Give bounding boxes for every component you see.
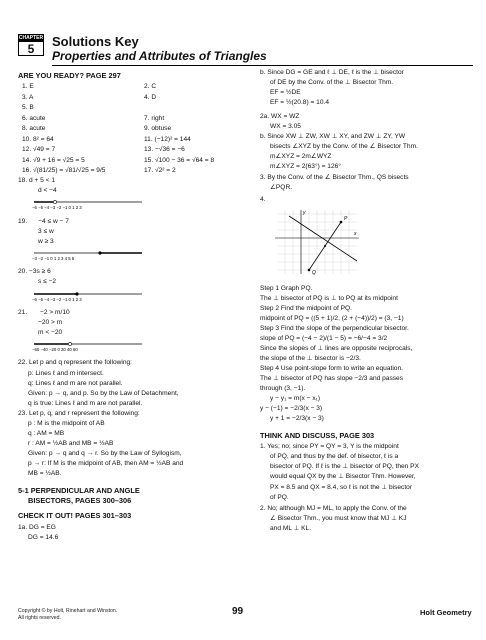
answer: 3. A <box>22 93 34 101</box>
b-line: EF = ½DE <box>270 89 301 97</box>
step-line: Step 1 Graph PQ. <box>260 285 313 293</box>
chapter-label: CHAPTER <box>18 35 44 41</box>
answer: 17. √2² = 2 <box>144 166 176 174</box>
step-line: The ⊥ bisector of PQ is ⊥ to PQ at its midpoint <box>260 295 398 303</box>
q23-line: p : M is the midpoint of AB <box>28 419 105 427</box>
answer: 13. −√36 = −6 <box>144 146 185 154</box>
ready-answers <box>22 83 246 175</box>
number-line-2 <box>32 249 144 261</box>
td1-line: bisector of PQ. If ℓ is the ⊥ bisector of PQ, then PX <box>270 463 419 471</box>
q23-line: r : AM = ½AB and MB = ½AB <box>28 439 114 447</box>
number-line-4 <box>32 340 144 352</box>
step-line: slope of PQ = (−4 − 2)/(1 − 5) = −6/−4 = 3/2 <box>260 335 388 343</box>
ready-heading: ARE YOU READY? PAGE 297 <box>18 71 121 80</box>
q2b-line: bisects ∠XYZ by the Conv. of the ∠ Bisector Thm. <box>270 142 418 150</box>
answer: 2. C <box>144 83 157 91</box>
step-line: midpoint of PQ = ((5 + 1)/2, (2 + (−4))/2) = (3, −1) <box>260 315 404 323</box>
coordinate-graph <box>272 208 362 276</box>
q19-line: 19. −4 ≤ w − 7 <box>18 217 69 225</box>
q18-line: 18. d + 5 < 1 <box>18 177 56 185</box>
step-line: the slope of the ⊥ bisector is −2/3. <box>260 355 361 363</box>
q2b-line: b. Since XW ⊥ ZW, XW ⊥ XY, and ZW ⊥ ZY, YW <box>260 132 406 140</box>
book-title: Holt Geometry <box>420 608 472 617</box>
answer: 9. obtuse <box>144 125 172 133</box>
b-line: of DE by the Conv. of the ⊥ Bisector Thm. <box>270 79 394 87</box>
td1-line: PX = 8.5 and QX = 8.4, so ℓ is not the ⊥ bisector <box>270 483 413 491</box>
header-rule <box>52 65 473 66</box>
page-number: 99 <box>232 606 244 617</box>
td1-line: would equal QX by the ⊥ Bisector Thm. However, <box>270 473 416 481</box>
answer: 1. E <box>22 83 34 91</box>
answer: 5. B <box>22 104 34 112</box>
answer: 8. acute <box>22 125 46 133</box>
answer: 4. D <box>144 93 157 101</box>
think-heading: THINK AND DISCUSS, PAGE 303 <box>260 430 375 440</box>
q3-line: ∠PQR. <box>270 184 293 192</box>
q21-line: −20 > m <box>38 318 63 326</box>
td1-line: of PQ, and thus by the def. of bisector, ℓ is a <box>270 453 399 461</box>
q22-line: q is true: Lines ℓ and m are not parallel. <box>28 399 143 407</box>
q2b-line: m∠XYZ = 2m∠WYZ <box>270 152 332 160</box>
b-line: b. Since DG = GE and ℓ ⊥ DE, ℓ is the ⊥ bisector <box>260 69 404 76</box>
q20-line: 20. −3s ≥ 6 <box>18 268 51 276</box>
q22-line: Given: p → q, and p. So by the Law of Detachment, <box>28 389 179 397</box>
step-line: y − (−1) = −2/3(x − 3) <box>260 405 323 413</box>
answer: 11. (−12)² = 144 <box>144 135 191 143</box>
q2a-line: 2a. WX = WZ <box>260 112 300 120</box>
td2-line: and ML ⊥ KL. <box>270 525 312 533</box>
q18-line: d < −4 <box>38 187 57 195</box>
q23-line: Given: p → q and q → r. So by the Law of Syllogism, <box>28 449 182 457</box>
td2-line: ∠ Bisector Thm., you must know that MJ ⊥ KJ <box>270 515 407 522</box>
right-column <box>260 69 475 535</box>
midpoint <box>324 245 326 247</box>
section-heading: 5-1 PERPENDICULAR AND ANGLE <box>18 486 140 496</box>
answer: 15. √100 − 36 = √64 = 8 <box>144 156 215 164</box>
q2b-line: m∠XYZ = 2(63°) = 126° <box>270 162 341 170</box>
number-line-3 <box>32 290 144 302</box>
step-line: Step 4 Use point-slope form to write an equation. <box>260 365 403 373</box>
x-axis-label: x <box>354 230 357 237</box>
page-subtitle: Properties and Attributes of Triangles <box>52 49 267 63</box>
page-title: Solutions Key <box>52 34 139 49</box>
step-line: The ⊥ bisector of PQ has slope −2/3 and passes <box>260 375 404 383</box>
q1a-line: 1a. DG = EG <box>18 523 56 531</box>
number-line-labels: −6 −5 −4 −3 −2 −1 0 1 2 3 <box>32 205 82 211</box>
q4-label: 4. <box>260 195 266 203</box>
q21-line: m < −20 <box>38 329 63 336</box>
section-heading: BISECTORS, PAGES 300–306 <box>28 495 132 505</box>
q23-line: p → r: If M is the midpoint of AB, then AM = ½AB and <box>28 459 184 467</box>
step-line: y + 1 = −2/3(x − 3) <box>270 415 324 423</box>
number-line-labels: −6 −5 −4 −3 −2 −1 0 1 2 3 <box>32 296 82 302</box>
page-header <box>18 34 473 66</box>
y-axis-label: y <box>303 209 306 216</box>
answer: 14. √9 + 16 = √25 = 5 <box>22 156 85 164</box>
q2a-line: WX = 3.05 <box>270 122 301 130</box>
answer: 10. 8² = 64 <box>22 135 54 143</box>
answer <box>144 104 250 112</box>
number-line-labels: −3 −2 −1 0 1 2 3 4 5 6 <box>32 256 75 261</box>
q23-line: q : AM = MB <box>28 429 65 437</box>
check-heading: CHECK IT OUT! PAGES 301–303 <box>18 511 132 521</box>
left-column <box>18 69 246 544</box>
point-q-label: Q <box>312 269 316 276</box>
point-p <box>340 220 343 223</box>
step-line: through (3, −1). <box>260 385 306 393</box>
answer: 12. √49 = 7 <box>22 146 56 154</box>
b-line: EF = ½(20.8) = 10.4 <box>270 99 330 107</box>
q19-line: w ≥ 3 <box>38 237 54 245</box>
q19-line: 3 ≤ w <box>38 227 54 235</box>
answer: 6. acute <box>22 114 46 122</box>
chapter-number: 5 <box>18 42 44 56</box>
step-line: Step 3 Find the slope of the perpendicular bisector. <box>260 325 409 333</box>
point-q <box>308 268 311 271</box>
q22-line: q: Lines ℓ and m are not parallel. <box>28 379 123 387</box>
number-line-1 <box>32 198 144 210</box>
point-p-label: P <box>344 215 348 222</box>
perpendicular-bisector <box>289 216 357 261</box>
copyright-line: All rights reserved. <box>18 614 61 621</box>
td1-line: of PQ. <box>270 493 289 501</box>
q22-line: 22. Let p and q represent the following: <box>18 359 133 367</box>
q23-line: MB = ½AB. <box>28 469 62 477</box>
q23-line: 23. Let p, q, and r represent the following: <box>18 409 140 417</box>
td2-line: 2. No; although MJ = ML, to apply the Conv. of the <box>260 504 407 512</box>
q21-line: 21. −2 > m/10 <box>18 308 70 316</box>
q3-line: 3. By the Conv. of the ∠ Bisector Thm., QS bisects <box>260 174 409 182</box>
answer: 16. √(81/25) = √81/√25 = 9/5 <box>22 166 106 174</box>
q20-line: s ≤ −2 <box>38 278 57 286</box>
step-line: Step 2 Find the midpoint of PQ. <box>260 305 352 313</box>
step-line: Since the slopes of ⊥ lines are opposite reciprocals, <box>260 345 413 353</box>
step-line: y − y₁ = m(x − x₁) <box>270 395 321 403</box>
q1a-line: DG = 14.6 <box>28 533 59 541</box>
copyright <box>18 608 117 621</box>
td1-line: 1. Yes; no; since PY = QY = 3, Y is the midpoint <box>260 443 399 451</box>
answer: 7. right <box>144 114 165 122</box>
q22-line: p: Lines ℓ and m intersect. <box>28 369 104 377</box>
number-line-labels: −60 −40 −20 0 20 40 60 <box>32 347 78 353</box>
copyright-line: Copyright © by Holt, Rinehart and Winston. <box>18 608 118 614</box>
